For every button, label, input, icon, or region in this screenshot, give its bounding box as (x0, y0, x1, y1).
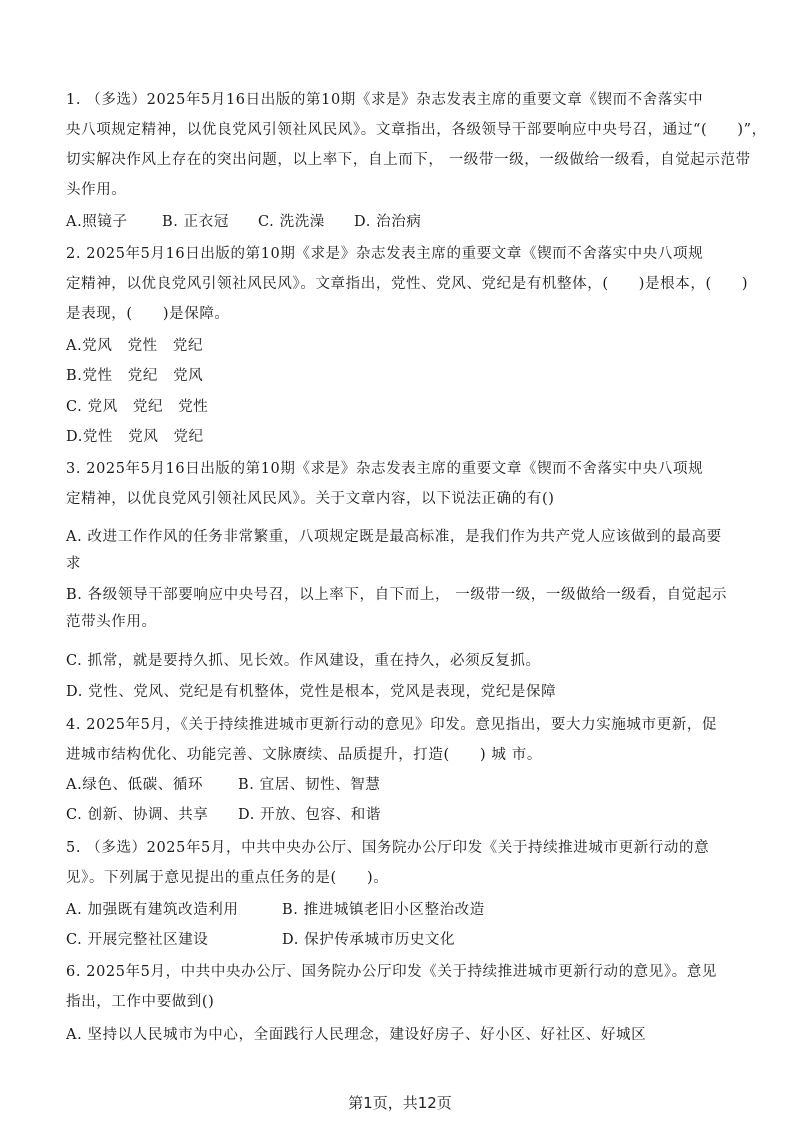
question-6-line-1: 6. 2025年5月，中共中央办公厅、国务院办公厅印发《关于持续推进城市更新行动的意见》。意见 (66, 964, 718, 980)
question-3-line-1: 3. 2025年5月16日出版的第10期《求是》杂志发表主席的重要文章《锲而不舍落实中央八项规 (66, 461, 704, 477)
question-3-option-a-line-1: A. 改进工作作风的任务非常繁重，八项规定既是最高标准，是我们作为共产党人应该做到的最高要 (66, 529, 722, 545)
question-5-line-1: 5. （多选）2025年5月，中共中央办公厅、国务院办公厅印发《关于持续推进城市更新行动的意 (66, 840, 710, 856)
question-3-option-b-line-1: B. 各级领导干部要响应中央号召，以上率下，自下而上， 一级带一级，一级做给一级看，自觉起示 (66, 587, 728, 603)
option-d: D. 保护传承城市历史文化 (282, 932, 456, 948)
question-1-line-3: 切实解决作风上存在的突出问题，以上率下，自上而下， 一级带一级，一级做给一级看，自觉起示范带 (66, 152, 751, 168)
question-4-line-1: 4. 2025年5月，《关于持续推进城市更新行动的意见》印发。意见指出，要大力实施城市更新，促 (66, 717, 718, 733)
option-c: C. 洗洗澡 (258, 214, 325, 230)
question-2-line-2: 定精神，以优良党风引领社风民风》。文章指出，党性、党风、党纪是有机整体，( )是根本，( ) (66, 276, 749, 292)
question-3-option-a-line-2: 求 (66, 556, 82, 572)
question-5-line-2: 见》。下列属于意见提出的重点任务的是( )。 (66, 870, 389, 886)
question-1-options (66, 212, 764, 232)
question-4-options-row-1 (66, 775, 764, 795)
question-1-line-2: 央八项规定精神，以优良党风引领社风民风》。文章指出，各级领导干部要响应中央号召，通过“( )”， (66, 122, 767, 138)
question-2-option-c: C. 党风 党纪 党性 (66, 399, 209, 415)
option-a: A. 加强既有建筑改造利用 (66, 902, 239, 918)
option-b: B. 宜居、韧性、智慧 (238, 777, 381, 793)
question-6-line-2: 指出，工作中要做到() (66, 994, 215, 1010)
question-4-options-row-2 (66, 805, 764, 825)
page-number: 第1页，共12页 (348, 1094, 452, 1112)
question-1-line-4: 头作用。 (66, 182, 127, 198)
question-3-line-2: 定精神，以优良党风引领社风民风》。关于文章内容，以下说法正确的有() (66, 491, 555, 507)
option-c: C. 创新、协调、共享 (66, 807, 209, 823)
question-4-line-2: 进城市结构优化、功能完善、文脉赓续、品质提升，打造( ) 城 市。 (66, 747, 542, 763)
question-2-line-3: 是表现，( )是保障。 (66, 306, 230, 322)
question-5-options-row-2 (66, 930, 764, 950)
question-2-line-1: 2. 2025年5月16日出版的第10期《求是》杂志发表主席的重要文章《锲而不舍落实中央八项规 (66, 246, 704, 262)
question-3-option-d: D. 党性、党风、党纪是有机整体，党性是根本，党风是表现，党纪是保障 (66, 684, 557, 700)
question-5-options-row-1 (66, 900, 764, 920)
option-a: A.照镜子 (66, 214, 128, 230)
option-b: B. 推进城镇老旧小区整治改造 (282, 902, 485, 918)
question-2-option-a: A.党风 党性 党纪 (66, 338, 204, 354)
option-a: A.绿色、低碳、循环 (66, 777, 204, 793)
option-d: D. 开放、包容、和谐 (238, 807, 381, 823)
option-d: D. 治治病 (354, 214, 422, 230)
question-1-line-1: 1. （多选）2025年5月16日出版的第10期《求是》杂志发表主席的重要文章《锲而不舍落实中 (66, 92, 704, 108)
question-2-option-d: D.党性 党风 党纪 (66, 429, 204, 445)
question-6-option-a: A. 坚持以人民城市为中心，全面践行人民理念，建设好房子、好小区、好社区、好城区 (66, 1027, 647, 1043)
question-3-option-c: C. 抓常，就是要持久抓、见长效。作风建设，重在持久，必须反复抓。 (66, 653, 541, 669)
option-b: B. 正衣冠 (162, 214, 229, 230)
question-2-option-b: B.党性 党纪 党风 (66, 368, 204, 384)
question-3-option-b-line-2: 范带头作用。 (66, 614, 157, 630)
option-c: C. 开展完整社区建设 (66, 932, 209, 948)
